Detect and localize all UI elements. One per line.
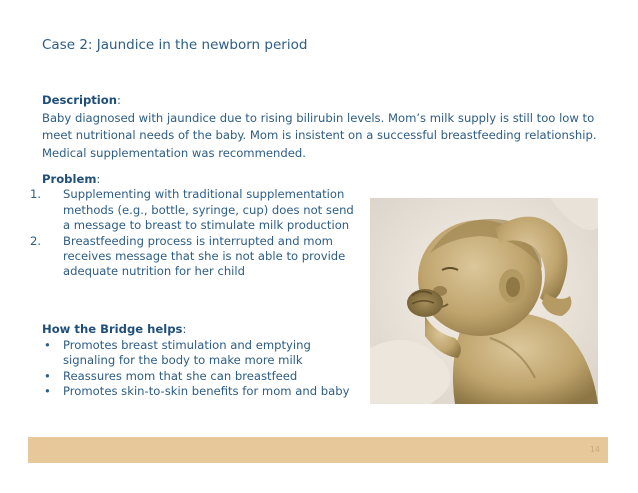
bullet-icon: • xyxy=(44,384,51,399)
problem-item-text: Breastfeeding process is interrupted and mom receives message that she is not able to provide adequate nutrition for her child xyxy=(63,233,346,279)
bridge-list xyxy=(30,338,360,400)
problem-item-number: 1. xyxy=(30,187,42,202)
problem-list xyxy=(30,187,360,279)
slide-title: Case 2: Jaundice in the newborn period xyxy=(42,37,308,53)
problem-item-text: Supplementing with traditional supplementation methods (e.g., bottle, syringe, cup) does not send a message to breast to stimulate milk production xyxy=(63,187,354,233)
description-colon: : xyxy=(117,93,121,107)
bullet-icon: • xyxy=(44,368,51,383)
problem-item xyxy=(30,187,360,233)
bridge-item xyxy=(30,369,360,385)
bridge-item xyxy=(30,384,360,400)
footer-band xyxy=(28,437,608,463)
bridge-colon: : xyxy=(182,322,187,336)
description-heading: Description xyxy=(42,93,117,107)
problem-heading: Problem xyxy=(42,172,97,186)
bridge-item xyxy=(30,338,360,369)
newborn-photo xyxy=(370,198,598,404)
bridge-item-text: Reassures mom that she can breastfeed xyxy=(63,368,298,383)
problem-heading-row xyxy=(30,172,360,187)
bridge-item-text: Promotes breast stimulation and emptying signaling for the body to make more milk xyxy=(63,337,311,368)
problem-section xyxy=(30,172,360,280)
bridge-item-text: Promotes skin-to-skin benefits for mom and baby xyxy=(63,384,350,399)
bridge-heading-row xyxy=(30,322,360,338)
bridge-section xyxy=(30,322,360,400)
problem-colon: : xyxy=(96,172,101,186)
description-section xyxy=(42,92,602,162)
page-number: 14 xyxy=(589,445,600,454)
problem-item xyxy=(30,234,360,280)
description-text: Baby diagnosed with jaundice due to rising bilirubin levels. Mom’s milk supply is still too low to meet nutritional needs of the baby. Mom is insistent on a successful breastfeeding relationship. Medical supplementation was recommended. xyxy=(42,110,597,160)
bridge-heading: How the Bridge helps xyxy=(42,322,183,336)
newborn-illustration xyxy=(370,198,598,404)
problem-item-number: 2. xyxy=(30,233,42,248)
bullet-icon: • xyxy=(44,337,51,352)
